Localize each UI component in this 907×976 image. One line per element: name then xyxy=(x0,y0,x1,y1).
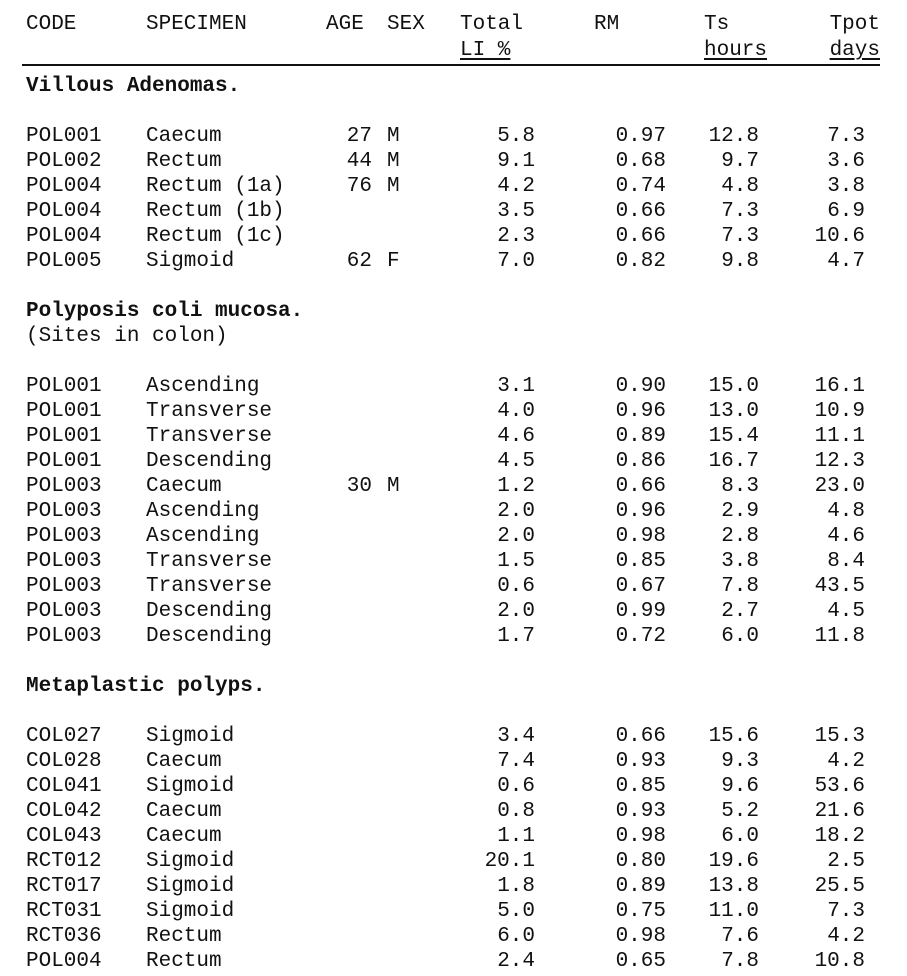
cell-code: POL003 xyxy=(26,575,102,598)
table-row xyxy=(0,774,907,799)
cell-total-li: 3.5 xyxy=(497,200,535,223)
cell-specimen: Rectum xyxy=(146,150,222,173)
cell-code: COL028 xyxy=(26,750,102,773)
cell-specimen: Caecum xyxy=(146,750,222,773)
table-header-units xyxy=(0,38,907,63)
cell-tpot: 11.8 xyxy=(814,625,865,648)
cell-sex: F xyxy=(387,250,400,273)
cell-rm: 0.82 xyxy=(615,250,666,273)
cell-tpot: 15.3 xyxy=(814,725,865,748)
header-rm: RM xyxy=(594,13,620,36)
header-tpot-2: days xyxy=(829,39,880,62)
cell-ts: 15.6 xyxy=(708,725,759,748)
cell-ts: 7.8 xyxy=(721,575,759,598)
table-row xyxy=(0,474,907,499)
header-tpot-1: Tpot xyxy=(829,13,880,36)
cell-specimen: Rectum xyxy=(146,950,222,973)
cell-code: POL005 xyxy=(26,250,102,273)
cell-tpot: 21.6 xyxy=(814,800,865,823)
cell-ts: 15.4 xyxy=(708,425,759,448)
cell-total-li: 0.6 xyxy=(497,575,535,598)
cell-ts: 6.0 xyxy=(721,625,759,648)
cell-total-li: 1.5 xyxy=(497,550,535,573)
cell-code: POL002 xyxy=(26,150,102,173)
cell-tpot: 6.9 xyxy=(827,200,865,223)
cell-tpot: 10.6 xyxy=(814,225,865,248)
cell-specimen: Rectum xyxy=(146,925,222,948)
cell-tpot: 23.0 xyxy=(814,475,865,498)
cell-ts: 4.8 xyxy=(721,175,759,198)
cell-tpot: 12.3 xyxy=(814,450,865,473)
cell-specimen: Sigmoid xyxy=(146,725,235,748)
section-title-text: Polyposis coli mucosa. xyxy=(26,300,304,323)
cell-tpot: 10.9 xyxy=(814,400,865,423)
cell-specimen: Transverse xyxy=(146,550,273,573)
cell-specimen: Caecum xyxy=(146,825,222,848)
cell-total-li: 7.4 xyxy=(497,750,535,773)
cell-specimen: Rectum (1c) xyxy=(146,225,285,248)
cell-code: POL003 xyxy=(26,500,102,523)
cell-age: 44 xyxy=(346,150,372,173)
cell-rm: 0.96 xyxy=(615,500,666,523)
cell-tpot: 7.3 xyxy=(827,900,865,923)
cell-specimen: Rectum (1a) xyxy=(146,175,285,198)
cell-specimen: Transverse xyxy=(146,425,273,448)
cell-code: RCT036 xyxy=(26,925,102,948)
header-age: AGE xyxy=(326,13,364,36)
table-row xyxy=(0,749,907,774)
cell-specimen: Transverse xyxy=(146,400,273,423)
header-total-li-2: LI % xyxy=(460,39,511,62)
cell-ts: 7.6 xyxy=(721,925,759,948)
cell-ts: 11.0 xyxy=(708,900,759,923)
cell-ts: 9.3 xyxy=(721,750,759,773)
cell-code: RCT031 xyxy=(26,900,102,923)
cell-rm: 0.89 xyxy=(615,875,666,898)
table-row xyxy=(0,224,907,249)
cell-tpot: 4.5 xyxy=(827,600,865,623)
cell-rm: 0.98 xyxy=(615,925,666,948)
cell-specimen: Descending xyxy=(146,600,273,623)
cell-ts: 16.7 xyxy=(708,450,759,473)
cell-tpot: 4.8 xyxy=(827,500,865,523)
cell-total-li: 3.4 xyxy=(497,725,535,748)
cell-tpot: 7.3 xyxy=(827,125,865,148)
cell-code: POL003 xyxy=(26,550,102,573)
cell-code: POL001 xyxy=(26,125,102,148)
cell-code: POL004 xyxy=(26,225,102,248)
cell-tpot: 4.7 xyxy=(827,250,865,273)
cell-code: COL043 xyxy=(26,825,102,848)
cell-specimen: Caecum xyxy=(146,475,222,498)
cell-specimen: Sigmoid xyxy=(146,900,235,923)
cell-total-li: 0.6 xyxy=(497,775,535,798)
cell-code: POL004 xyxy=(26,175,102,198)
cell-tpot: 4.6 xyxy=(827,525,865,548)
cell-code: COL041 xyxy=(26,775,102,798)
cell-specimen: Caecum xyxy=(146,800,222,823)
cell-rm: 0.74 xyxy=(615,175,666,198)
table-row xyxy=(0,449,907,474)
table-row xyxy=(0,524,907,549)
cell-total-li: 2.3 xyxy=(497,225,535,248)
cell-code: POL001 xyxy=(26,425,102,448)
cell-code: POL004 xyxy=(26,950,102,973)
cell-rm: 0.98 xyxy=(615,525,666,548)
table-row xyxy=(0,149,907,174)
cell-ts: 7.3 xyxy=(721,200,759,223)
cell-rm: 0.72 xyxy=(615,625,666,648)
table-row xyxy=(0,599,907,624)
cell-rm: 0.85 xyxy=(615,775,666,798)
table-row xyxy=(0,399,907,424)
cell-tpot: 4.2 xyxy=(827,750,865,773)
cell-code: POL003 xyxy=(26,525,102,548)
section-title-text: Villous Adenomas. xyxy=(26,75,241,98)
cell-specimen: Rectum (1b) xyxy=(146,200,285,223)
cell-rm: 0.93 xyxy=(615,800,666,823)
cell-tpot: 16.1 xyxy=(814,375,865,398)
cell-age: 76 xyxy=(346,175,372,198)
cell-total-li: 6.0 xyxy=(497,925,535,948)
cell-code: POL001 xyxy=(26,400,102,423)
cell-specimen: Descending xyxy=(146,450,273,473)
cell-rm: 0.93 xyxy=(615,750,666,773)
table-row xyxy=(0,874,907,899)
cell-specimen: Transverse xyxy=(146,575,273,598)
cell-total-li: 2.0 xyxy=(497,500,535,523)
cell-specimen: Sigmoid xyxy=(146,775,235,798)
cell-total-li: 1.1 xyxy=(497,825,535,848)
cell-age: 30 xyxy=(346,475,372,498)
cell-code: RCT012 xyxy=(26,850,102,873)
cell-sex: M xyxy=(387,475,400,498)
table-row xyxy=(0,899,907,924)
cell-specimen: Sigmoid xyxy=(146,875,235,898)
cell-code: POL003 xyxy=(26,600,102,623)
cell-specimen: Ascending xyxy=(146,500,260,523)
cell-specimen: Ascending xyxy=(146,375,260,398)
cell-rm: 0.85 xyxy=(615,550,666,573)
cell-tpot: 53.6 xyxy=(814,775,865,798)
cell-ts: 9.6 xyxy=(721,775,759,798)
header-sex: SEX xyxy=(387,13,425,36)
cell-total-li: 0.8 xyxy=(497,800,535,823)
cell-sex: M xyxy=(387,125,400,148)
cell-rm: 0.75 xyxy=(615,900,666,923)
table-row xyxy=(0,249,907,274)
section-title xyxy=(0,74,907,99)
cell-ts: 2.9 xyxy=(721,500,759,523)
cell-rm: 0.98 xyxy=(615,825,666,848)
table-row xyxy=(0,174,907,199)
cell-tpot: 3.6 xyxy=(827,150,865,173)
cell-code: COL042 xyxy=(26,800,102,823)
cell-ts: 5.2 xyxy=(721,800,759,823)
cell-tpot: 10.8 xyxy=(814,950,865,973)
cell-rm: 0.99 xyxy=(615,600,666,623)
cell-ts: 19.6 xyxy=(708,850,759,873)
header-code: CODE xyxy=(26,13,77,36)
cell-total-li: 4.0 xyxy=(497,400,535,423)
cell-ts: 13.0 xyxy=(708,400,759,423)
header-ts-2: hours xyxy=(704,39,768,62)
cell-tpot: 3.8 xyxy=(827,175,865,198)
cell-specimen: Descending xyxy=(146,625,273,648)
cell-ts: 2.7 xyxy=(721,600,759,623)
header-specimen: SPECIMEN xyxy=(146,13,247,36)
table-row xyxy=(0,374,907,399)
table-row xyxy=(0,624,907,649)
cell-sex: M xyxy=(387,175,400,198)
cell-ts: 2.8 xyxy=(721,525,759,548)
cell-total-li: 1.8 xyxy=(497,875,535,898)
section-title-text: Metaplastic polyps. xyxy=(26,675,266,698)
cell-total-li: 2.0 xyxy=(497,600,535,623)
cell-specimen: Caecum xyxy=(146,125,222,148)
cell-rm: 0.65 xyxy=(615,950,666,973)
cell-code: RCT017 xyxy=(26,875,102,898)
cell-rm: 0.66 xyxy=(615,200,666,223)
cell-specimen: Sigmoid xyxy=(146,250,235,273)
table-row xyxy=(0,724,907,749)
cell-total-li: 4.5 xyxy=(497,450,535,473)
cell-tpot: 43.5 xyxy=(814,575,865,598)
cell-total-li: 1.7 xyxy=(497,625,535,648)
cell-age: 62 xyxy=(346,250,372,273)
cell-rm: 0.86 xyxy=(615,450,666,473)
header-ts-1: Ts xyxy=(704,13,730,36)
table-row xyxy=(0,424,907,449)
cell-specimen: Sigmoid xyxy=(146,850,235,873)
cell-tpot: 2.5 xyxy=(827,850,865,873)
cell-rm: 0.67 xyxy=(615,575,666,598)
cell-rm: 0.66 xyxy=(615,475,666,498)
cell-ts: 7.8 xyxy=(721,950,759,973)
table-header xyxy=(0,12,907,37)
cell-total-li: 3.1 xyxy=(497,375,535,398)
table-row xyxy=(0,499,907,524)
table-row xyxy=(0,199,907,224)
cell-total-li: 2.4 xyxy=(497,950,535,973)
section-title xyxy=(0,674,907,699)
cell-total-li: 5.0 xyxy=(497,900,535,923)
cell-total-li: 20.1 xyxy=(484,850,535,873)
cell-rm: 0.66 xyxy=(615,725,666,748)
cell-ts: 3.8 xyxy=(721,550,759,573)
table-row xyxy=(0,824,907,849)
cell-rm: 0.97 xyxy=(615,125,666,148)
cell-rm: 0.96 xyxy=(615,400,666,423)
cell-total-li: 2.0 xyxy=(497,525,535,548)
table-row xyxy=(0,124,907,149)
cell-code: POL001 xyxy=(26,375,102,398)
cell-rm: 0.90 xyxy=(615,375,666,398)
cell-rm: 0.80 xyxy=(615,850,666,873)
cell-rm: 0.66 xyxy=(615,225,666,248)
cell-sex: M xyxy=(387,150,400,173)
cell-total-li: 4.2 xyxy=(497,175,535,198)
cell-ts: 8.3 xyxy=(721,475,759,498)
cell-ts: 12.8 xyxy=(708,125,759,148)
cell-tpot: 25.5 xyxy=(814,875,865,898)
cell-specimen: Ascending xyxy=(146,525,260,548)
cell-ts: 6.0 xyxy=(721,825,759,848)
cell-ts: 7.3 xyxy=(721,225,759,248)
header-rule xyxy=(22,64,880,66)
cell-code: POL003 xyxy=(26,475,102,498)
cell-code: POL001 xyxy=(26,450,102,473)
cell-rm: 0.89 xyxy=(615,425,666,448)
cell-ts: 13.8 xyxy=(708,875,759,898)
table-row xyxy=(0,574,907,599)
cell-age: 27 xyxy=(346,125,372,148)
table-row xyxy=(0,949,907,974)
cell-ts: 9.8 xyxy=(721,250,759,273)
cell-code: COL027 xyxy=(26,725,102,748)
cell-code: POL004 xyxy=(26,200,102,223)
cell-total-li: 9.1 xyxy=(497,150,535,173)
table-row xyxy=(0,849,907,874)
cell-total-li: 7.0 xyxy=(497,250,535,273)
section-subtitle-text: (Sites in colon) xyxy=(26,325,228,348)
cell-tpot: 8.4 xyxy=(827,550,865,573)
cell-code: POL003 xyxy=(26,625,102,648)
cell-total-li: 1.2 xyxy=(497,475,535,498)
section-title xyxy=(0,299,907,324)
section-subtitle xyxy=(0,324,907,349)
cell-tpot: 11.1 xyxy=(814,425,865,448)
cell-tpot: 4.2 xyxy=(827,925,865,948)
header-total-li-1: Total xyxy=(460,13,524,36)
table-row xyxy=(0,799,907,824)
table-row xyxy=(0,924,907,949)
cell-total-li: 5.8 xyxy=(497,125,535,148)
cell-rm: 0.68 xyxy=(615,150,666,173)
cell-total-li: 4.6 xyxy=(497,425,535,448)
cell-ts: 15.0 xyxy=(708,375,759,398)
cell-tpot: 18.2 xyxy=(814,825,865,848)
table-row xyxy=(0,549,907,574)
cell-ts: 9.7 xyxy=(721,150,759,173)
